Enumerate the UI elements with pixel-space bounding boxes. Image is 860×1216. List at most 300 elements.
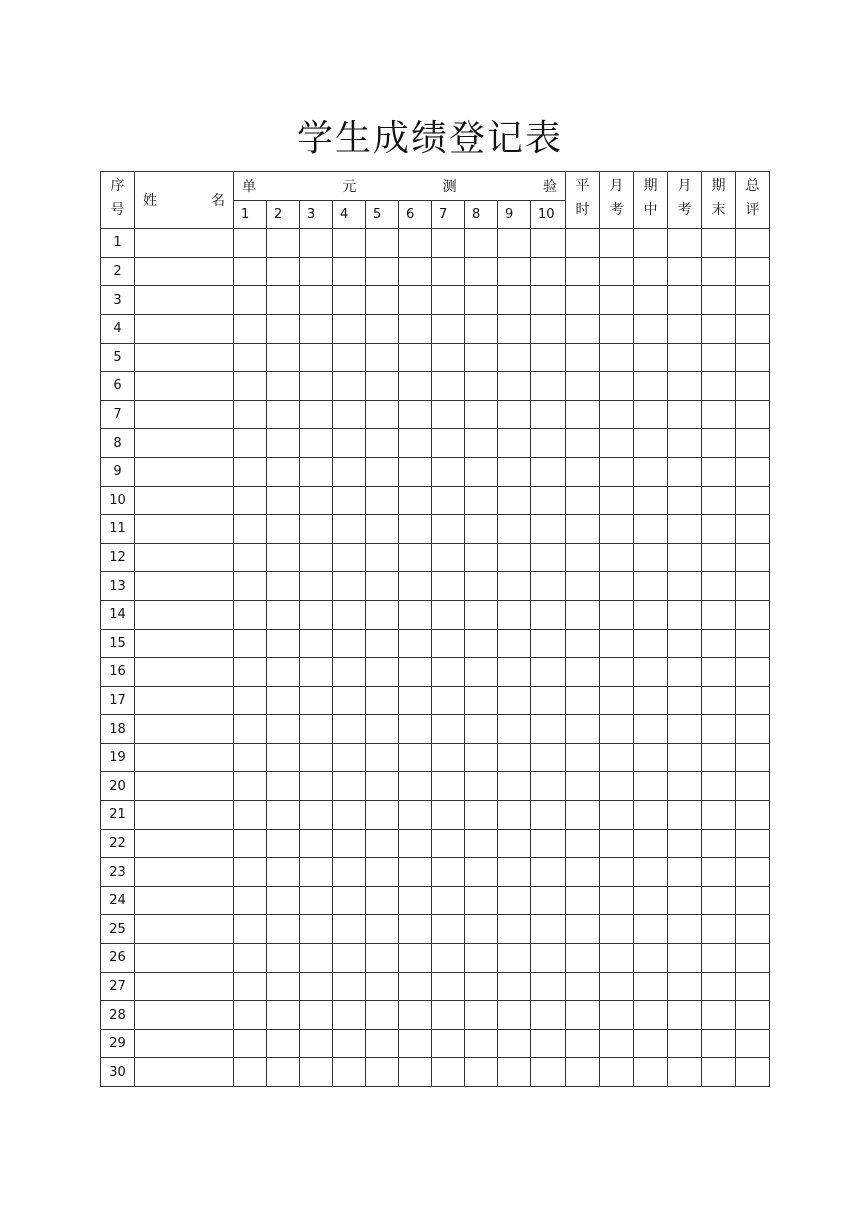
qizhong-score-cell[interactable] bbox=[634, 429, 668, 458]
qizhong-score-cell[interactable] bbox=[634, 572, 668, 601]
unit-test-score-cell[interactable] bbox=[234, 229, 267, 258]
unit-test-score-cell[interactable] bbox=[366, 457, 399, 486]
unit-test-score-cell[interactable] bbox=[465, 229, 498, 258]
unit-test-score-cell[interactable] bbox=[333, 314, 366, 343]
qizhong-score-cell[interactable] bbox=[634, 400, 668, 429]
unit-test-score-cell[interactable] bbox=[465, 572, 498, 601]
unit-test-score-cell[interactable] bbox=[498, 257, 531, 286]
unit-test-score-cell[interactable] bbox=[333, 229, 366, 258]
zongping-score-cell[interactable] bbox=[736, 314, 770, 343]
unit-test-score-cell[interactable] bbox=[300, 944, 333, 973]
unit-test-score-cell[interactable] bbox=[465, 858, 498, 887]
unit-test-score-cell[interactable] bbox=[267, 743, 300, 772]
unit-test-score-cell[interactable] bbox=[366, 1058, 399, 1087]
unit-test-score-cell[interactable] bbox=[432, 543, 465, 572]
name-cell[interactable] bbox=[135, 715, 234, 744]
unit-test-score-cell[interactable] bbox=[300, 1029, 333, 1058]
qizhong-score-cell[interactable] bbox=[634, 772, 668, 801]
qizhong-score-cell[interactable] bbox=[634, 229, 668, 258]
yuekao1-score-cell[interactable] bbox=[600, 658, 634, 687]
unit-test-score-cell[interactable] bbox=[531, 572, 566, 601]
yuekao2-score-cell[interactable] bbox=[668, 629, 702, 658]
unit-test-score-cell[interactable] bbox=[300, 1058, 333, 1087]
unit-test-score-cell[interactable] bbox=[267, 572, 300, 601]
unit-test-score-cell[interactable] bbox=[399, 743, 432, 772]
yuekao2-score-cell[interactable] bbox=[668, 314, 702, 343]
unit-test-score-cell[interactable] bbox=[498, 372, 531, 401]
zongping-score-cell[interactable] bbox=[736, 629, 770, 658]
qizhong-score-cell[interactable] bbox=[634, 486, 668, 515]
zongping-score-cell[interactable] bbox=[736, 229, 770, 258]
unit-test-score-cell[interactable] bbox=[234, 429, 267, 458]
unit-test-score-cell[interactable] bbox=[531, 801, 566, 830]
qizhong-score-cell[interactable] bbox=[634, 543, 668, 572]
pingshi-score-cell[interactable] bbox=[566, 886, 600, 915]
unit-test-score-cell[interactable] bbox=[267, 715, 300, 744]
unit-test-score-cell[interactable] bbox=[267, 886, 300, 915]
unit-test-score-cell[interactable] bbox=[366, 429, 399, 458]
unit-test-score-cell[interactable] bbox=[498, 829, 531, 858]
unit-test-score-cell[interactable] bbox=[300, 972, 333, 1001]
unit-test-score-cell[interactable] bbox=[498, 286, 531, 315]
unit-test-score-cell[interactable] bbox=[399, 1058, 432, 1087]
unit-test-score-cell[interactable] bbox=[267, 1001, 300, 1030]
yuekao2-score-cell[interactable] bbox=[668, 515, 702, 544]
pingshi-score-cell[interactable] bbox=[566, 457, 600, 486]
yuekao2-score-cell[interactable] bbox=[668, 257, 702, 286]
unit-test-score-cell[interactable] bbox=[498, 743, 531, 772]
unit-test-score-cell[interactable] bbox=[366, 886, 399, 915]
pingshi-score-cell[interactable] bbox=[566, 944, 600, 973]
unit-test-score-cell[interactable] bbox=[531, 515, 566, 544]
unit-test-score-cell[interactable] bbox=[498, 886, 531, 915]
unit-test-score-cell[interactable] bbox=[432, 600, 465, 629]
unit-test-score-cell[interactable] bbox=[399, 915, 432, 944]
unit-test-score-cell[interactable] bbox=[399, 801, 432, 830]
unit-test-score-cell[interactable] bbox=[465, 400, 498, 429]
pingshi-score-cell[interactable] bbox=[566, 543, 600, 572]
unit-test-score-cell[interactable] bbox=[300, 572, 333, 601]
zongping-score-cell[interactable] bbox=[736, 1001, 770, 1030]
qimo-score-cell[interactable] bbox=[702, 743, 736, 772]
qimo-score-cell[interactable] bbox=[702, 1058, 736, 1087]
unit-test-score-cell[interactable] bbox=[399, 515, 432, 544]
unit-test-score-cell[interactable] bbox=[465, 772, 498, 801]
qimo-score-cell[interactable] bbox=[702, 829, 736, 858]
unit-test-score-cell[interactable] bbox=[366, 686, 399, 715]
unit-test-score-cell[interactable] bbox=[531, 743, 566, 772]
name-cell[interactable] bbox=[135, 286, 234, 315]
name-cell[interactable] bbox=[135, 858, 234, 887]
unit-test-score-cell[interactable] bbox=[333, 686, 366, 715]
unit-test-score-cell[interactable] bbox=[498, 543, 531, 572]
unit-test-score-cell[interactable] bbox=[465, 515, 498, 544]
unit-test-score-cell[interactable] bbox=[531, 1058, 566, 1087]
qimo-score-cell[interactable] bbox=[702, 457, 736, 486]
unit-test-score-cell[interactable] bbox=[366, 858, 399, 887]
yuekao2-score-cell[interactable] bbox=[668, 743, 702, 772]
unit-test-score-cell[interactable] bbox=[498, 515, 531, 544]
unit-test-score-cell[interactable] bbox=[267, 658, 300, 687]
unit-test-score-cell[interactable] bbox=[366, 915, 399, 944]
pingshi-score-cell[interactable] bbox=[566, 400, 600, 429]
unit-test-score-cell[interactable] bbox=[234, 457, 267, 486]
name-cell[interactable] bbox=[135, 229, 234, 258]
name-cell[interactable] bbox=[135, 886, 234, 915]
qimo-score-cell[interactable] bbox=[702, 944, 736, 973]
unit-test-score-cell[interactable] bbox=[531, 343, 566, 372]
name-cell[interactable] bbox=[135, 915, 234, 944]
unit-test-score-cell[interactable] bbox=[300, 915, 333, 944]
unit-test-score-cell[interactable] bbox=[498, 858, 531, 887]
zongping-score-cell[interactable] bbox=[736, 1029, 770, 1058]
name-cell[interactable] bbox=[135, 1029, 234, 1058]
yuekao1-score-cell[interactable] bbox=[600, 801, 634, 830]
yuekao1-score-cell[interactable] bbox=[600, 858, 634, 887]
unit-test-score-cell[interactable] bbox=[366, 372, 399, 401]
zongping-score-cell[interactable] bbox=[736, 515, 770, 544]
unit-test-score-cell[interactable] bbox=[465, 801, 498, 830]
qizhong-score-cell[interactable] bbox=[634, 257, 668, 286]
unit-test-score-cell[interactable] bbox=[234, 572, 267, 601]
name-cell[interactable] bbox=[135, 772, 234, 801]
unit-test-score-cell[interactable] bbox=[531, 715, 566, 744]
unit-test-score-cell[interactable] bbox=[498, 972, 531, 1001]
qimo-score-cell[interactable] bbox=[702, 229, 736, 258]
unit-test-score-cell[interactable] bbox=[531, 486, 566, 515]
unit-test-score-cell[interactable] bbox=[432, 486, 465, 515]
qimo-score-cell[interactable] bbox=[702, 1001, 736, 1030]
yuekao2-score-cell[interactable] bbox=[668, 858, 702, 887]
unit-test-score-cell[interactable] bbox=[234, 829, 267, 858]
unit-test-score-cell[interactable] bbox=[333, 543, 366, 572]
yuekao2-score-cell[interactable] bbox=[668, 801, 702, 830]
unit-test-score-cell[interactable] bbox=[333, 801, 366, 830]
zongping-score-cell[interactable] bbox=[736, 372, 770, 401]
unit-test-score-cell[interactable] bbox=[531, 915, 566, 944]
qimo-score-cell[interactable] bbox=[702, 286, 736, 315]
yuekao2-score-cell[interactable] bbox=[668, 600, 702, 629]
unit-test-score-cell[interactable] bbox=[333, 600, 366, 629]
unit-test-score-cell[interactable] bbox=[432, 372, 465, 401]
unit-test-score-cell[interactable] bbox=[465, 457, 498, 486]
yuekao2-score-cell[interactable] bbox=[668, 457, 702, 486]
unit-test-score-cell[interactable] bbox=[234, 1029, 267, 1058]
unit-test-score-cell[interactable] bbox=[234, 629, 267, 658]
unit-test-score-cell[interactable] bbox=[300, 429, 333, 458]
yuekao1-score-cell[interactable] bbox=[600, 486, 634, 515]
unit-test-score-cell[interactable] bbox=[498, 486, 531, 515]
unit-test-score-cell[interactable] bbox=[267, 686, 300, 715]
unit-test-score-cell[interactable] bbox=[300, 886, 333, 915]
qizhong-score-cell[interactable] bbox=[634, 686, 668, 715]
unit-test-score-cell[interactable] bbox=[234, 257, 267, 286]
qizhong-score-cell[interactable] bbox=[634, 314, 668, 343]
qimo-score-cell[interactable] bbox=[702, 801, 736, 830]
qimo-score-cell[interactable] bbox=[702, 1029, 736, 1058]
unit-test-score-cell[interactable] bbox=[399, 372, 432, 401]
zongping-score-cell[interactable] bbox=[736, 658, 770, 687]
yuekao2-score-cell[interactable] bbox=[668, 572, 702, 601]
unit-test-score-cell[interactable] bbox=[498, 400, 531, 429]
pingshi-score-cell[interactable] bbox=[566, 572, 600, 601]
unit-test-score-cell[interactable] bbox=[399, 829, 432, 858]
pingshi-score-cell[interactable] bbox=[566, 1029, 600, 1058]
unit-test-score-cell[interactable] bbox=[234, 743, 267, 772]
qizhong-score-cell[interactable] bbox=[634, 1058, 668, 1087]
unit-test-score-cell[interactable] bbox=[300, 686, 333, 715]
yuekao1-score-cell[interactable] bbox=[600, 400, 634, 429]
unit-test-score-cell[interactable] bbox=[267, 1029, 300, 1058]
unit-test-score-cell[interactable] bbox=[333, 886, 366, 915]
name-cell[interactable] bbox=[135, 543, 234, 572]
unit-test-score-cell[interactable] bbox=[234, 343, 267, 372]
yuekao1-score-cell[interactable] bbox=[600, 629, 634, 658]
unit-test-score-cell[interactable] bbox=[465, 743, 498, 772]
unit-test-score-cell[interactable] bbox=[531, 829, 566, 858]
unit-test-score-cell[interactable] bbox=[300, 715, 333, 744]
yuekao2-score-cell[interactable] bbox=[668, 772, 702, 801]
yuekao1-score-cell[interactable] bbox=[600, 515, 634, 544]
unit-test-score-cell[interactable] bbox=[465, 629, 498, 658]
name-cell[interactable] bbox=[135, 600, 234, 629]
unit-test-score-cell[interactable] bbox=[234, 515, 267, 544]
qizhong-score-cell[interactable] bbox=[634, 858, 668, 887]
unit-test-score-cell[interactable] bbox=[366, 972, 399, 1001]
qimo-score-cell[interactable] bbox=[702, 429, 736, 458]
name-cell[interactable] bbox=[135, 629, 234, 658]
pingshi-score-cell[interactable] bbox=[566, 743, 600, 772]
qimo-score-cell[interactable] bbox=[702, 886, 736, 915]
pingshi-score-cell[interactable] bbox=[566, 715, 600, 744]
unit-test-score-cell[interactable] bbox=[333, 286, 366, 315]
unit-test-score-cell[interactable] bbox=[399, 572, 432, 601]
zongping-score-cell[interactable] bbox=[736, 543, 770, 572]
yuekao2-score-cell[interactable] bbox=[668, 286, 702, 315]
unit-test-score-cell[interactable] bbox=[267, 400, 300, 429]
unit-test-score-cell[interactable] bbox=[498, 1058, 531, 1087]
yuekao1-score-cell[interactable] bbox=[600, 772, 634, 801]
unit-test-score-cell[interactable] bbox=[399, 314, 432, 343]
unit-test-score-cell[interactable] bbox=[498, 801, 531, 830]
unit-test-score-cell[interactable] bbox=[267, 543, 300, 572]
unit-test-score-cell[interactable] bbox=[432, 1058, 465, 1087]
unit-test-score-cell[interactable] bbox=[465, 429, 498, 458]
unit-test-score-cell[interactable] bbox=[399, 715, 432, 744]
unit-test-score-cell[interactable] bbox=[465, 372, 498, 401]
unit-test-score-cell[interactable] bbox=[399, 1029, 432, 1058]
unit-test-score-cell[interactable] bbox=[531, 1029, 566, 1058]
unit-test-score-cell[interactable] bbox=[498, 1001, 531, 1030]
qimo-score-cell[interactable] bbox=[702, 600, 736, 629]
pingshi-score-cell[interactable] bbox=[566, 829, 600, 858]
unit-test-score-cell[interactable] bbox=[234, 1001, 267, 1030]
unit-test-score-cell[interactable] bbox=[333, 944, 366, 973]
unit-test-score-cell[interactable] bbox=[366, 629, 399, 658]
unit-test-score-cell[interactable] bbox=[333, 515, 366, 544]
unit-test-score-cell[interactable] bbox=[366, 772, 399, 801]
unit-test-score-cell[interactable] bbox=[267, 429, 300, 458]
name-cell[interactable] bbox=[135, 314, 234, 343]
unit-test-score-cell[interactable] bbox=[531, 229, 566, 258]
unit-test-score-cell[interactable] bbox=[399, 429, 432, 458]
unit-test-score-cell[interactable] bbox=[432, 343, 465, 372]
qimo-score-cell[interactable] bbox=[702, 572, 736, 601]
unit-test-score-cell[interactable] bbox=[333, 972, 366, 1001]
unit-test-score-cell[interactable] bbox=[531, 372, 566, 401]
name-cell[interactable] bbox=[135, 743, 234, 772]
yuekao1-score-cell[interactable] bbox=[600, 543, 634, 572]
unit-test-score-cell[interactable] bbox=[531, 429, 566, 458]
unit-test-score-cell[interactable] bbox=[333, 457, 366, 486]
unit-test-score-cell[interactable] bbox=[234, 944, 267, 973]
unit-test-score-cell[interactable] bbox=[399, 400, 432, 429]
qimo-score-cell[interactable] bbox=[702, 343, 736, 372]
yuekao2-score-cell[interactable] bbox=[668, 686, 702, 715]
unit-test-score-cell[interactable] bbox=[498, 457, 531, 486]
unit-test-score-cell[interactable] bbox=[366, 944, 399, 973]
yuekao2-score-cell[interactable] bbox=[668, 400, 702, 429]
unit-test-score-cell[interactable] bbox=[465, 486, 498, 515]
unit-test-score-cell[interactable] bbox=[333, 572, 366, 601]
unit-test-score-cell[interactable] bbox=[465, 686, 498, 715]
zongping-score-cell[interactable] bbox=[736, 286, 770, 315]
unit-test-score-cell[interactable] bbox=[399, 600, 432, 629]
name-cell[interactable] bbox=[135, 486, 234, 515]
unit-test-score-cell[interactable] bbox=[300, 343, 333, 372]
unit-test-score-cell[interactable] bbox=[333, 858, 366, 887]
unit-test-score-cell[interactable] bbox=[465, 944, 498, 973]
pingshi-score-cell[interactable] bbox=[566, 486, 600, 515]
yuekao2-score-cell[interactable] bbox=[668, 658, 702, 687]
unit-test-score-cell[interactable] bbox=[498, 1029, 531, 1058]
unit-test-score-cell[interactable] bbox=[300, 829, 333, 858]
yuekao1-score-cell[interactable] bbox=[600, 600, 634, 629]
unit-test-score-cell[interactable] bbox=[333, 772, 366, 801]
pingshi-score-cell[interactable] bbox=[566, 801, 600, 830]
unit-test-score-cell[interactable] bbox=[366, 743, 399, 772]
unit-test-score-cell[interactable] bbox=[432, 400, 465, 429]
unit-test-score-cell[interactable] bbox=[366, 543, 399, 572]
yuekao1-score-cell[interactable] bbox=[600, 944, 634, 973]
unit-test-score-cell[interactable] bbox=[531, 543, 566, 572]
unit-test-score-cell[interactable] bbox=[399, 629, 432, 658]
name-cell[interactable] bbox=[135, 686, 234, 715]
unit-test-score-cell[interactable] bbox=[366, 400, 399, 429]
zongping-score-cell[interactable] bbox=[736, 486, 770, 515]
zongping-score-cell[interactable] bbox=[736, 886, 770, 915]
unit-test-score-cell[interactable] bbox=[498, 915, 531, 944]
yuekao2-score-cell[interactable] bbox=[668, 343, 702, 372]
unit-test-score-cell[interactable] bbox=[399, 858, 432, 887]
unit-test-score-cell[interactable] bbox=[498, 572, 531, 601]
unit-test-score-cell[interactable] bbox=[333, 715, 366, 744]
unit-test-score-cell[interactable] bbox=[300, 743, 333, 772]
zongping-score-cell[interactable] bbox=[736, 772, 770, 801]
zongping-score-cell[interactable] bbox=[736, 715, 770, 744]
zongping-score-cell[interactable] bbox=[736, 686, 770, 715]
unit-test-score-cell[interactable] bbox=[531, 600, 566, 629]
unit-test-score-cell[interactable] bbox=[399, 886, 432, 915]
yuekao1-score-cell[interactable] bbox=[600, 314, 634, 343]
qizhong-score-cell[interactable] bbox=[634, 944, 668, 973]
qimo-score-cell[interactable] bbox=[702, 515, 736, 544]
name-cell[interactable] bbox=[135, 829, 234, 858]
unit-test-score-cell[interactable] bbox=[465, 886, 498, 915]
unit-test-score-cell[interactable] bbox=[531, 286, 566, 315]
zongping-score-cell[interactable] bbox=[736, 829, 770, 858]
unit-test-score-cell[interactable] bbox=[267, 372, 300, 401]
unit-test-score-cell[interactable] bbox=[234, 543, 267, 572]
qizhong-score-cell[interactable] bbox=[634, 457, 668, 486]
zongping-score-cell[interactable] bbox=[736, 429, 770, 458]
zongping-score-cell[interactable] bbox=[736, 572, 770, 601]
unit-test-score-cell[interactable] bbox=[267, 972, 300, 1001]
unit-test-score-cell[interactable] bbox=[366, 801, 399, 830]
unit-test-score-cell[interactable] bbox=[333, 400, 366, 429]
qizhong-score-cell[interactable] bbox=[634, 1029, 668, 1058]
name-cell[interactable] bbox=[135, 400, 234, 429]
yuekao1-score-cell[interactable] bbox=[600, 686, 634, 715]
unit-test-score-cell[interactable] bbox=[267, 858, 300, 887]
yuekao1-score-cell[interactable] bbox=[600, 915, 634, 944]
unit-test-score-cell[interactable] bbox=[366, 515, 399, 544]
unit-test-score-cell[interactable] bbox=[300, 257, 333, 286]
unit-test-score-cell[interactable] bbox=[234, 400, 267, 429]
unit-test-score-cell[interactable] bbox=[465, 715, 498, 744]
qizhong-score-cell[interactable] bbox=[634, 915, 668, 944]
unit-test-score-cell[interactable] bbox=[300, 600, 333, 629]
unit-test-score-cell[interactable] bbox=[432, 1001, 465, 1030]
zongping-score-cell[interactable] bbox=[736, 972, 770, 1001]
unit-test-score-cell[interactable] bbox=[399, 686, 432, 715]
pingshi-score-cell[interactable] bbox=[566, 629, 600, 658]
unit-test-score-cell[interactable] bbox=[399, 658, 432, 687]
unit-test-score-cell[interactable] bbox=[234, 801, 267, 830]
name-cell[interactable] bbox=[135, 372, 234, 401]
name-cell[interactable] bbox=[135, 429, 234, 458]
qimo-score-cell[interactable] bbox=[702, 257, 736, 286]
unit-test-score-cell[interactable] bbox=[234, 772, 267, 801]
yuekao2-score-cell[interactable] bbox=[668, 543, 702, 572]
unit-test-score-cell[interactable] bbox=[267, 286, 300, 315]
unit-test-score-cell[interactable] bbox=[267, 343, 300, 372]
unit-test-score-cell[interactable] bbox=[267, 1058, 300, 1087]
unit-test-score-cell[interactable] bbox=[498, 343, 531, 372]
unit-test-score-cell[interactable] bbox=[234, 886, 267, 915]
unit-test-score-cell[interactable] bbox=[234, 686, 267, 715]
unit-test-score-cell[interactable] bbox=[531, 457, 566, 486]
unit-test-score-cell[interactable] bbox=[531, 1001, 566, 1030]
unit-test-score-cell[interactable] bbox=[498, 229, 531, 258]
unit-test-score-cell[interactable] bbox=[234, 600, 267, 629]
pingshi-score-cell[interactable] bbox=[566, 372, 600, 401]
zongping-score-cell[interactable] bbox=[736, 257, 770, 286]
yuekao2-score-cell[interactable] bbox=[668, 1029, 702, 1058]
yuekao2-score-cell[interactable] bbox=[668, 715, 702, 744]
unit-test-score-cell[interactable] bbox=[366, 829, 399, 858]
unit-test-score-cell[interactable] bbox=[234, 372, 267, 401]
unit-test-score-cell[interactable] bbox=[432, 743, 465, 772]
name-cell[interactable] bbox=[135, 1001, 234, 1030]
yuekao2-score-cell[interactable] bbox=[668, 1001, 702, 1030]
yuekao2-score-cell[interactable] bbox=[668, 486, 702, 515]
unit-test-score-cell[interactable] bbox=[366, 314, 399, 343]
name-cell[interactable] bbox=[135, 801, 234, 830]
unit-test-score-cell[interactable] bbox=[399, 772, 432, 801]
unit-test-score-cell[interactable] bbox=[366, 257, 399, 286]
unit-test-score-cell[interactable] bbox=[333, 343, 366, 372]
